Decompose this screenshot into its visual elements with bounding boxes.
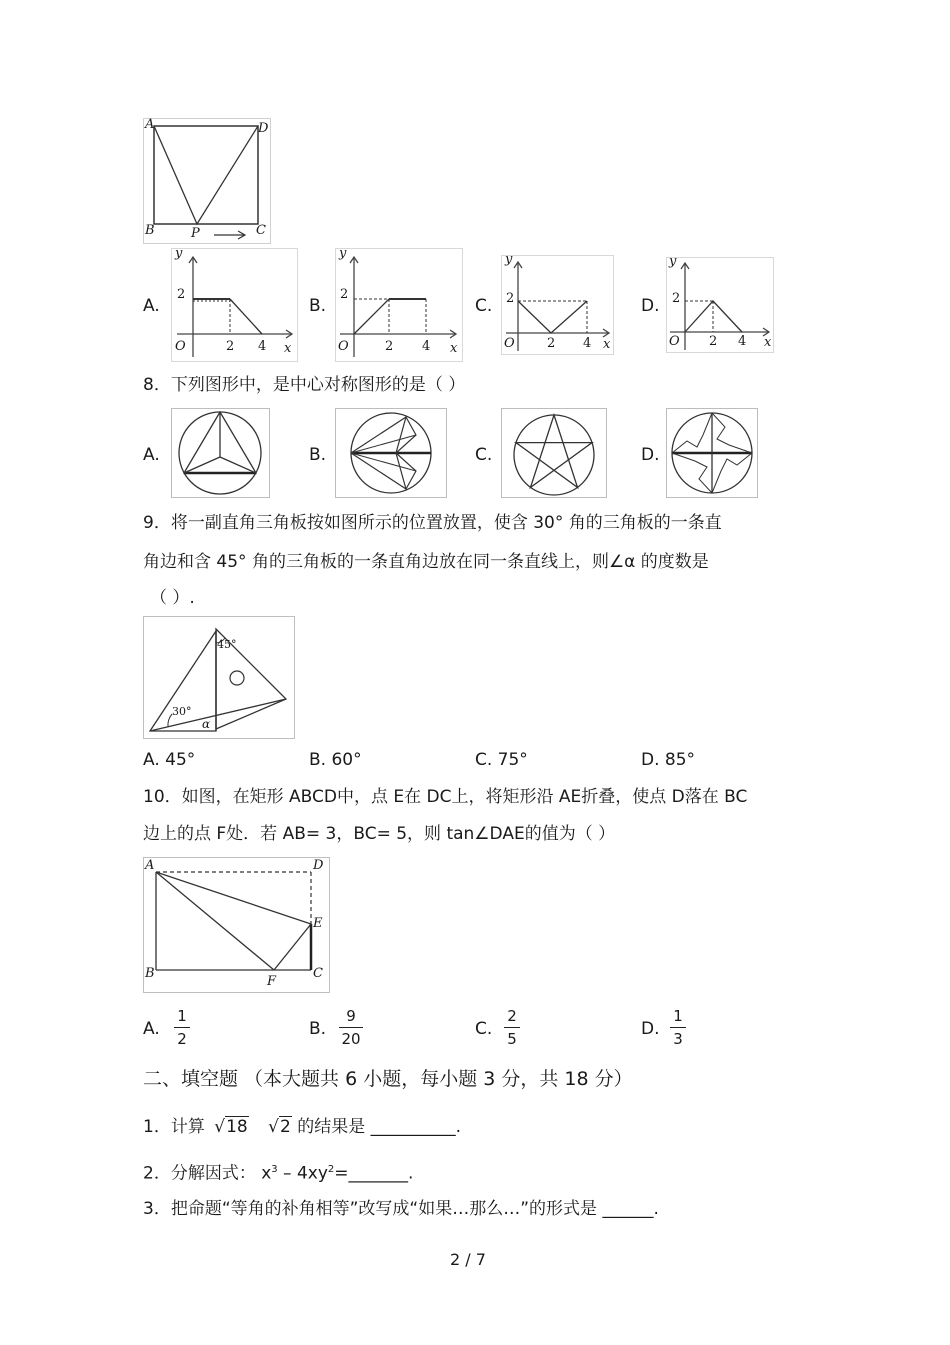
label-e: E xyxy=(313,916,323,931)
radicand-2: 2 xyxy=(279,1117,291,1137)
exponent-2: 2 xyxy=(327,1164,335,1175)
q7-graph-c xyxy=(501,252,614,355)
q9-triangles-figure xyxy=(143,616,295,739)
x-axis-label: x xyxy=(764,335,772,350)
fill-q1-prefix: 1．计算 xyxy=(143,1117,205,1137)
tick-2: 2 xyxy=(177,287,186,302)
q9-line1: 9．将一副直角三角板按如图所示的位置放置，使含 30° 角的三角板的一条直 xyxy=(143,513,722,533)
tick-4-x: 4 xyxy=(422,339,431,354)
label-c: C xyxy=(256,223,266,238)
q10-line1: 10．如图，在矩形 ABCD中，点 E在 DC上，将矩形沿 AE折叠，使点 D落在 BC xyxy=(143,787,748,807)
q8-option-a-label: A. xyxy=(143,445,160,465)
q9-line2: 角边和含 45° 角的三角板的一条直角边放在同一条直线上，则∠α 的度数是 xyxy=(143,552,709,572)
q8-option-d-label: D. xyxy=(641,445,660,465)
label-b: B xyxy=(145,223,155,238)
tick-4-x: 4 xyxy=(258,339,267,354)
tick-2-x: 2 xyxy=(547,336,556,351)
tick-2-x: 2 xyxy=(385,339,394,354)
fill-q2-prefix: 2．分解因式： x xyxy=(143,1163,272,1184)
q8-figure-c xyxy=(501,408,607,498)
exponent-3: 3 xyxy=(271,1164,278,1175)
label-f: F xyxy=(267,974,277,989)
q7-graph-d xyxy=(666,254,774,353)
fill-q3: 3．把命题“等角的补角相等”改写成“如果…那么…”的形式是 ______. xyxy=(143,1199,659,1219)
q7-square-figure xyxy=(143,118,271,244)
numerator: 9 xyxy=(346,1007,356,1025)
q9-line3: （ ）. xyxy=(150,588,195,608)
q9-option-c: C. 75° xyxy=(475,750,528,770)
angle-45-label: 45° xyxy=(217,638,237,651)
q10-option-d-label: D. xyxy=(641,1019,660,1039)
q7-graph-b xyxy=(335,248,463,362)
q10-rectangle-figure xyxy=(143,857,330,993)
y-axis-label: y xyxy=(669,254,677,269)
fill-q2-mid: – 4xy xyxy=(277,1163,328,1184)
alpha-label: α xyxy=(202,717,211,731)
q7-option-a-label: A. xyxy=(143,296,160,316)
origin-label: O xyxy=(175,339,186,354)
q7-graph-a xyxy=(171,248,298,362)
tick-4-x: 4 xyxy=(738,334,747,349)
label-d: D xyxy=(258,121,269,136)
origin-label: O xyxy=(504,336,515,351)
denominator: 5 xyxy=(507,1030,517,1048)
y-axis-label: y xyxy=(175,246,183,261)
q10-option-b-fraction xyxy=(339,1007,363,1048)
q10-option-b-label: B. xyxy=(309,1019,327,1039)
denominator: 2 xyxy=(177,1030,187,1048)
fill-q1 xyxy=(143,1117,461,1137)
fill-q1-suffix: 的结果是 __________. xyxy=(297,1117,462,1137)
q10-line2: 边上的点 F处．若 AB= 3，BC= 5，则 tan∠DAE的值为（ ） xyxy=(143,824,616,844)
q9-option-a: A. 45° xyxy=(143,750,196,770)
y-axis-label: y xyxy=(339,246,347,261)
numerator: 1 xyxy=(673,1007,683,1025)
q8-option-c-label: C. xyxy=(475,445,493,465)
label-d: D xyxy=(313,858,324,873)
tick-4-x: 4 xyxy=(583,336,592,351)
q8-figure-a xyxy=(171,408,270,498)
q9-option-b: B. 60° xyxy=(309,750,362,770)
q10-option-a-label: A. xyxy=(143,1019,160,1039)
label-c: C xyxy=(313,966,323,981)
q10-option-c-label: C. xyxy=(475,1019,493,1039)
tick-2-x: 2 xyxy=(226,339,235,354)
x-axis-label: x xyxy=(450,341,458,356)
q10-option-c-fraction xyxy=(504,1007,520,1048)
label-a: A xyxy=(145,117,155,132)
tick-2: 2 xyxy=(672,291,681,306)
q7-option-b-label: B. xyxy=(309,296,327,316)
q9-option-d: D. 85° xyxy=(641,750,696,770)
origin-label: O xyxy=(338,339,349,354)
q7-option-c-label: C. xyxy=(475,296,493,316)
numerator: 2 xyxy=(507,1007,517,1025)
x-axis-label: x xyxy=(603,337,611,352)
q10-option-d-fraction xyxy=(670,1007,686,1048)
q8-stem: 8．下列图形中，是中心对称图形的是（ ） xyxy=(143,375,466,395)
q8-option-b-label: B. xyxy=(309,445,327,465)
numerator: 1 xyxy=(177,1007,187,1025)
q8-figure-d xyxy=(666,408,758,498)
label-p: P xyxy=(191,226,200,241)
fill-q2 xyxy=(143,1160,413,1184)
page-number: 2 / 7 xyxy=(450,1250,486,1269)
q10-option-a-fraction xyxy=(174,1007,190,1048)
label-b: B xyxy=(145,966,155,981)
x-axis-label: x xyxy=(284,341,292,356)
sqrt-2: √2 xyxy=(268,1117,291,1137)
denominator: 20 xyxy=(341,1030,361,1048)
radicand-18: 18 xyxy=(226,1117,248,1137)
tick-2: 2 xyxy=(340,287,349,302)
denominator: 3 xyxy=(673,1030,683,1048)
label-a: A xyxy=(145,858,155,873)
sqrt-18: √18 xyxy=(214,1117,248,1137)
q7-option-d-label: D. xyxy=(641,296,660,316)
tick-2: 2 xyxy=(506,291,515,306)
y-axis-label: y xyxy=(505,252,513,267)
origin-label: O xyxy=(669,334,680,349)
fill-q2-suffix: =_______. xyxy=(334,1163,414,1184)
angle-30-label: 30° xyxy=(172,705,192,718)
section-2-title: 二、填空题 （本大题共 6 小题，每小题 3 分，共 18 分） xyxy=(143,1068,633,1090)
tick-2-x: 2 xyxy=(709,334,718,349)
q8-figure-b xyxy=(335,408,447,498)
